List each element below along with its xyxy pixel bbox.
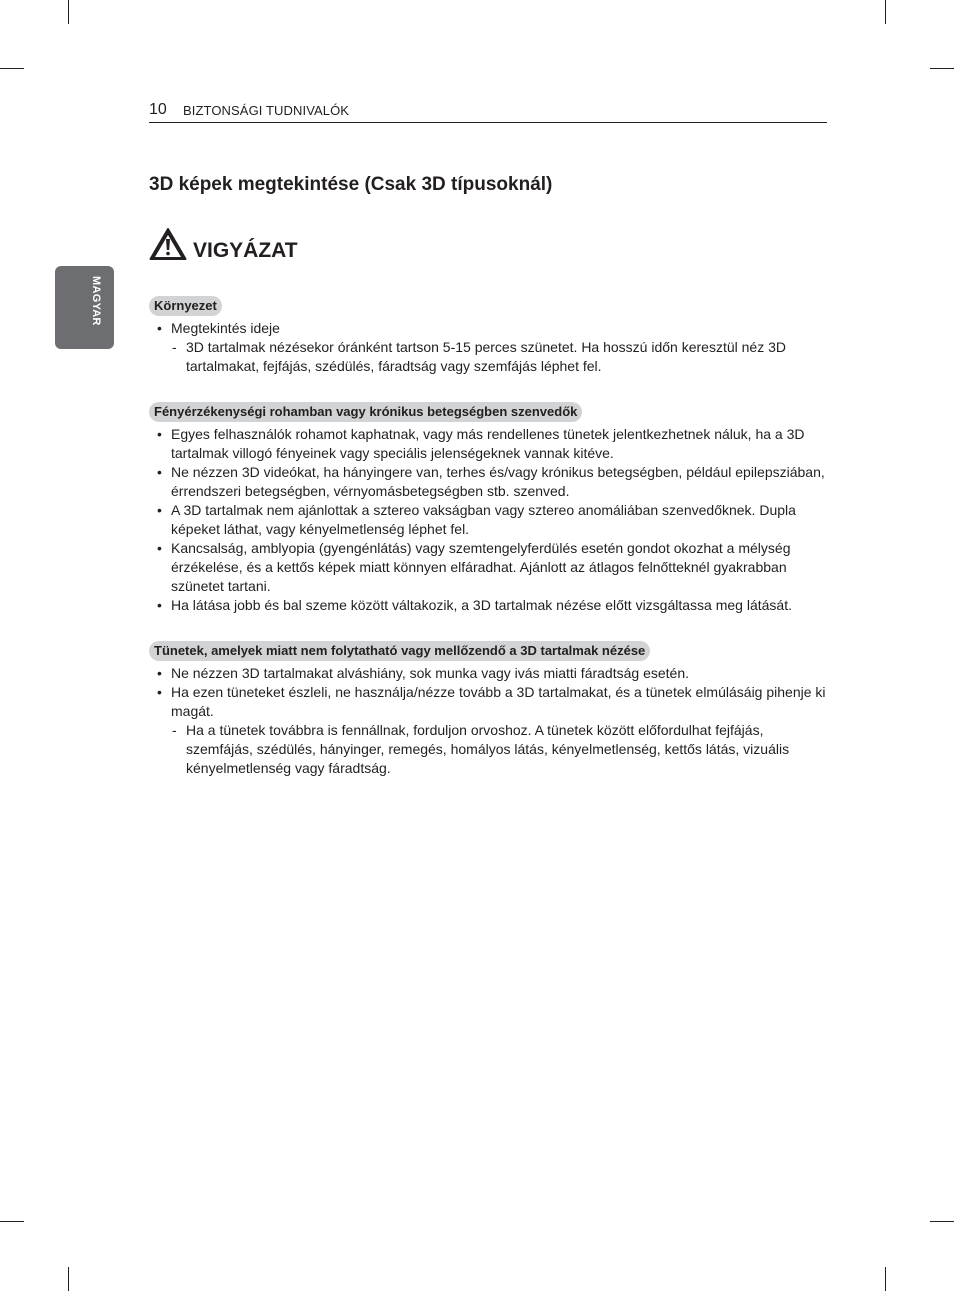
page-number: 10 bbox=[149, 101, 167, 118]
caution-title: VIGYÁZAT bbox=[193, 239, 298, 262]
crop-mark bbox=[0, 68, 24, 69]
section-environment-list bbox=[149, 319, 829, 376]
subheading-symptoms: Tünetek, amelyek miatt nem folytatható vagy mellőzendő a 3D tartalmak nézése bbox=[149, 641, 650, 661]
list-item: - Ha a tünetek továbbra is fennállnak, forduljon orvoshoz. A tünetek között előfordulhat fejfájás, szemfájás, szédülés, hányinger, remegés, homályos látás, kényelmetlenség, kettős látás, vizuális kényelmetlenség vagy fáradtság. bbox=[172, 722, 790, 776]
crop-mark bbox=[68, 1267, 69, 1291]
crop-mark bbox=[0, 1221, 24, 1222]
page-header bbox=[149, 100, 827, 123]
list-item: • Kancsalság, amblyopia (gyengénlátás) vagy szemtengelyferdülés esetén gondot okozhat a mélység érzékelése, és a kettős képek miatt könnyen elfáradhat. Ajánlott az átlagos felnőtteknél gyakrabban szünetet tartani. bbox=[157, 540, 791, 594]
crop-mark bbox=[885, 0, 886, 24]
section-photosensitivity-list bbox=[149, 425, 829, 615]
subheading-photosensitivity: Fényérzékenységi rohamban vagy krónikus betegségben szenvedők bbox=[149, 402, 582, 422]
subheading-environment: Környezet bbox=[149, 296, 222, 316]
list-item: • Ha látása jobb és bal szeme között váltakozik, a 3D tartalmak nézése előtt vizsgáltassa meg látását. bbox=[157, 597, 792, 613]
language-tab bbox=[55, 266, 114, 349]
crop-mark bbox=[68, 0, 69, 24]
language-tab-label: MAGYAR bbox=[90, 276, 102, 326]
section-title: 3D képek megtekintése (Csak 3D típusoknál) bbox=[149, 174, 553, 195]
header-title: BIZTONSÁGI TUDNIVALÓK bbox=[183, 103, 350, 118]
list-item: • Ha ezen tüneteket észleli, ne használja/nézze tovább a 3D tartalmakat, és a tünetek elmúlásáig pihenje ki magát. bbox=[157, 684, 826, 719]
list-item: - 3D tartalmak nézésekor óránként tartson 5-15 perces szünetet. Ha hosszú időn keresztül néz 3D tartalmakat, fejfájás, szédülés, fáradtság vagy szemfájás léphet fel. bbox=[172, 339, 786, 374]
crop-mark bbox=[930, 1221, 954, 1222]
crop-mark bbox=[930, 68, 954, 69]
list-item: • Ne nézzen 3D tartalmakat alváshiány, sok munka vagy ivás miatti fáradtság esetén. bbox=[157, 665, 689, 681]
list-item: • A 3D tartalmak nem ajánlottak a sztereo vakságban vagy sztereo anomáliában szenvedőknek. Dupla képeket láthat, vagy kényelmetlenség léphet fel. bbox=[157, 502, 796, 537]
section-symptoms-list bbox=[149, 664, 829, 778]
list-item: • Ne nézzen 3D videókat, ha hányingere van, terhes és/vagy krónikus betegségben, például epilepsziában, érrendszeri betegségben, vérnyomásbetegségben stb. szenved. bbox=[157, 464, 825, 499]
list-item: • Megtekintés ideje bbox=[157, 320, 280, 336]
list-item: • Egyes felhasználók rohamot kaphatnak, vagy más rendellenes tünetek jelentkezhetnek náluk, ha a 3D tartalmak villogó fényeinek vagy speciális jelenségeknek vannak kitéve. bbox=[157, 426, 805, 461]
warning-triangle-icon bbox=[149, 227, 187, 261]
crop-mark bbox=[885, 1267, 886, 1291]
